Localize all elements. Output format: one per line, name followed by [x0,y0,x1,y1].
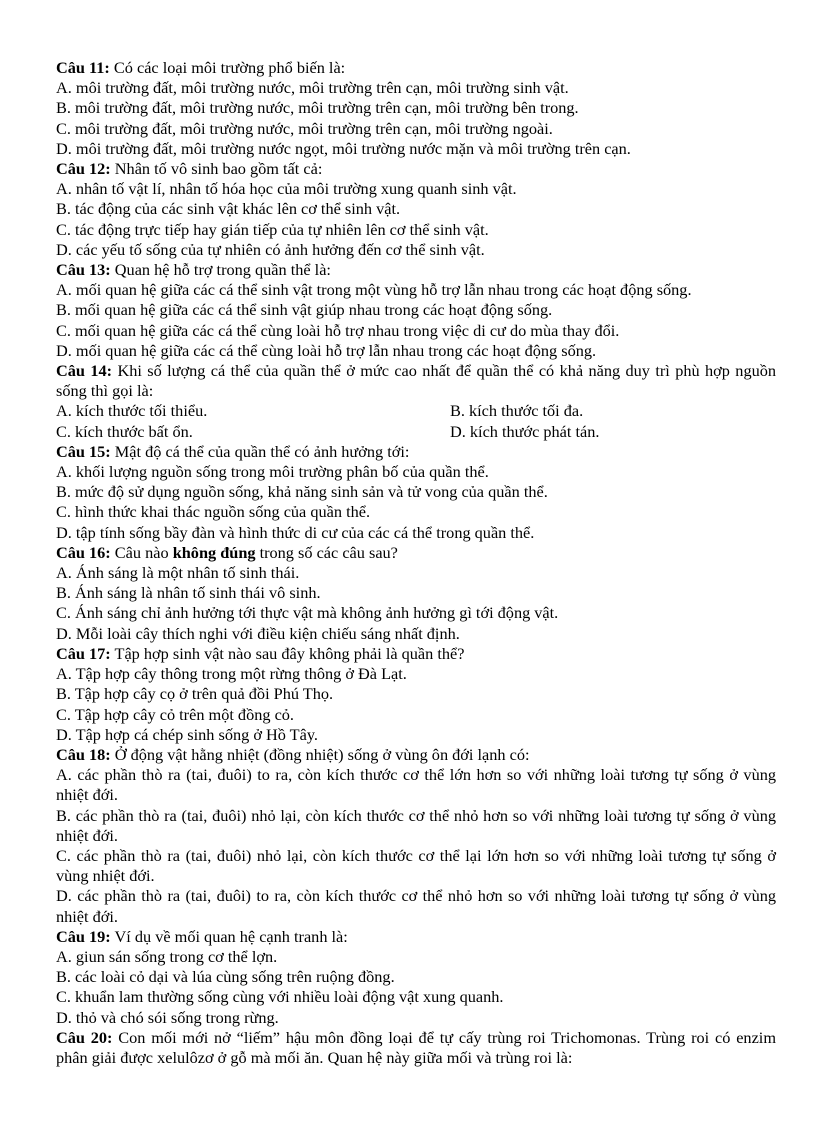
question-number: Câu 14: [56,361,113,381]
option-d: D. Mỗi loài cây thích nghi với điều kiện chiếu sáng nhất định. [56,623,460,643]
question-stem: Câu 20: Con mối mới nở “liếm” hậu môn đồng loại để tự cấy trùng roi Trichomonas. Trùng roi có enzim phân giải được xelulôzơ ở gỗ mà mối ăn. Quan hệ này giữa mối và trùng roi là: [56,1027,776,1067]
question-number: Câu 19: [56,926,111,946]
question-stem: Câu 19: Ví dụ về mối quan hệ cạnh tranh là: [56,926,348,946]
option-d: D. tập tính sống bầy đàn và hình thức di cư của các cá thể trong quần thể. [56,522,535,542]
option-b: B. mối quan hệ giữa các cá thể sinh vật giúp nhau trong các hoạt động sống. [56,300,553,320]
emphasis-text: không đúng [172,542,256,562]
question-stem: Câu 17: Tập hợp sinh vật nào sau đây không phải là quần thể? [56,643,465,663]
question-stem: Câu 16: Câu nào không đúng trong số các câu sau? [56,542,398,562]
option-d: D. thỏ và chó sói sống trong rừng. [56,1007,279,1027]
question-14 [56,361,776,442]
option-d: D. Tập hợp cá chép sinh sống ở Hồ Tây. [56,724,318,744]
question-12 [56,159,776,260]
option-b: B. các phần thò ra (tai, đuôi) nhỏ lại, còn kích thước cơ thể nhỏ hơn so với những loài tương tự sống ở vùng nhiệt đới. [56,805,776,845]
option-d: D. môi trường đất, môi trường nước ngọt, môi trường nước mặn và môi trường trên cạn. [56,138,631,158]
question-stem: Câu 12: Nhân tố vô sinh bao gồm tất cả: [56,159,323,179]
option-b: B. tác động của các sinh vật khác lên cơ thể sinh vật. [56,199,401,219]
option-b: B. Tập hợp cây cọ ở trên quả đồi Phú Thọ. [56,684,334,704]
question-number: Câu 13: [56,260,111,280]
question-17 [56,644,776,745]
question-number: Câu 20: [56,1027,113,1047]
question-18 [56,745,776,927]
option-a: A. nhân tố vật lí, nhân tố hóa học của môi trường xung quanh sinh vật. [56,179,517,199]
question-13 [56,260,776,361]
option-d: D. các yếu tố sống của tự nhiên có ảnh hưởng đến cơ thể sinh vật. [56,239,485,259]
option-d: D. kích thước phát tán. [450,421,600,441]
question-15 [56,442,776,543]
option-b: B. Ánh sáng là nhân tố sinh thái vô sinh. [56,583,321,603]
question-stem: Câu 18: Ở động vật hằng nhiệt (đồng nhiệt) sống ở vùng ôn đới lạnh có: [56,744,530,764]
question-number: Câu 16: [56,542,111,562]
question-stem: Câu 14: Khi số lượng cá thể của quần thể ở mức cao nhất để quần thể có khả năng duy trì phù hợp nguồn sống thì gọi là: [56,361,777,401]
question-number: Câu 15: [56,441,111,461]
question-number: Câu 18: [56,744,111,764]
question-stem: Câu 11: Có các loại môi trường phổ biến là: [56,58,346,77]
option-b: B. kích thước tối đa. [450,401,584,421]
question-number: Câu 17: [56,643,111,663]
option-d: D. mối quan hệ giữa các cá thể cùng loài hỗ trợ lẫn nhau trong các hoạt động sống. [56,340,597,360]
option-c: C. mối quan hệ giữa các cá thể cùng loài hỗ trợ nhau trong việc di cư do mùa thay đổi. [56,320,620,340]
option-d: D. các phần thò ra (tai, đuôi) to ra, còn kích thước cơ thể nhỏ hơn so với những loài tương tự sống ở vùng nhiệt đới. [56,886,776,926]
option-a: A. khối lượng nguồn sống trong môi trường phân bố của quần thể. [56,462,489,482]
option-a: A. giun sán sống trong cơ thể lợn. [56,946,278,966]
question-11 [56,58,776,159]
option-c: C. Tập hợp cây cỏ trên một đồng cỏ. [56,704,295,724]
option-a: A. Ánh sáng là một nhân tố sinh thái. [56,563,300,583]
option-a: A. môi trường đất, môi trường nước, môi trường trên cạn, môi trường sinh vật. [56,78,569,98]
option-b: B. mức độ sử dụng nguồn sống, khả năng sinh sản và tử vong của quần thể. [56,482,548,502]
option-row [56,422,776,442]
option-a: A. mối quan hệ giữa các cá thể sinh vật trong một vùng hỗ trợ lẫn nhau trong các hoạt động sống. [56,280,692,300]
option-c: C. hình thức khai thác nguồn sống của quần thể. [56,502,371,522]
option-c: C. khuẩn lam thường sống cùng với nhiều loài động vật xung quanh. [56,987,504,1007]
question-19 [56,927,776,1028]
option-b: B. môi trường đất, môi trường nước, môi trường trên cạn, môi trường bên trong. [56,98,579,118]
question-number: Câu 12: [56,159,111,179]
option-c: C. các phần thò ra (tai, đuôi) nhỏ lại, còn kích thước cơ thể lại lớn hơn so với những loài tương tự sống ở vùng nhiệt đới. [56,845,776,886]
question-stem: Câu 15: Mật độ cá thể của quần thể có ảnh hưởng tới: [56,441,410,461]
option-c: C. môi trường đất, môi trường nước, môi trường trên cạn, môi trường ngoài. [56,118,553,138]
question-16 [56,543,776,644]
option-a: A. Tập hợp cây thông trong một rừng thông ở Đà Lạt. [56,664,407,684]
option-a: A. kích thước tối thiểu. [56,401,208,421]
option-a: A. các phần thò ra (tai, đuôi) to ra, còn kích thước cơ thể lớn hơn so với những loài tương tự sống ở vùng nhiệt đới. [56,765,776,805]
question-20 [56,1028,776,1068]
question-stem: Câu 13: Quan hệ hỗ trợ trong quần thể là: [56,260,331,280]
option-row [56,401,776,421]
option-c: C. kích thước bất ổn. [56,421,193,441]
question-number: Câu 11: [56,58,110,77]
option-c: C. Ánh sáng chỉ ảnh hưởng tới thực vật mà không ảnh hưởng gì tới động vật. [56,603,559,623]
option-b: B. các loài cỏ dại và lúa cùng sống trên ruộng đồng. [56,967,395,987]
option-c: C. tác động trực tiếp hay gián tiếp của tự nhiên lên cơ thể sinh vật. [56,219,489,239]
